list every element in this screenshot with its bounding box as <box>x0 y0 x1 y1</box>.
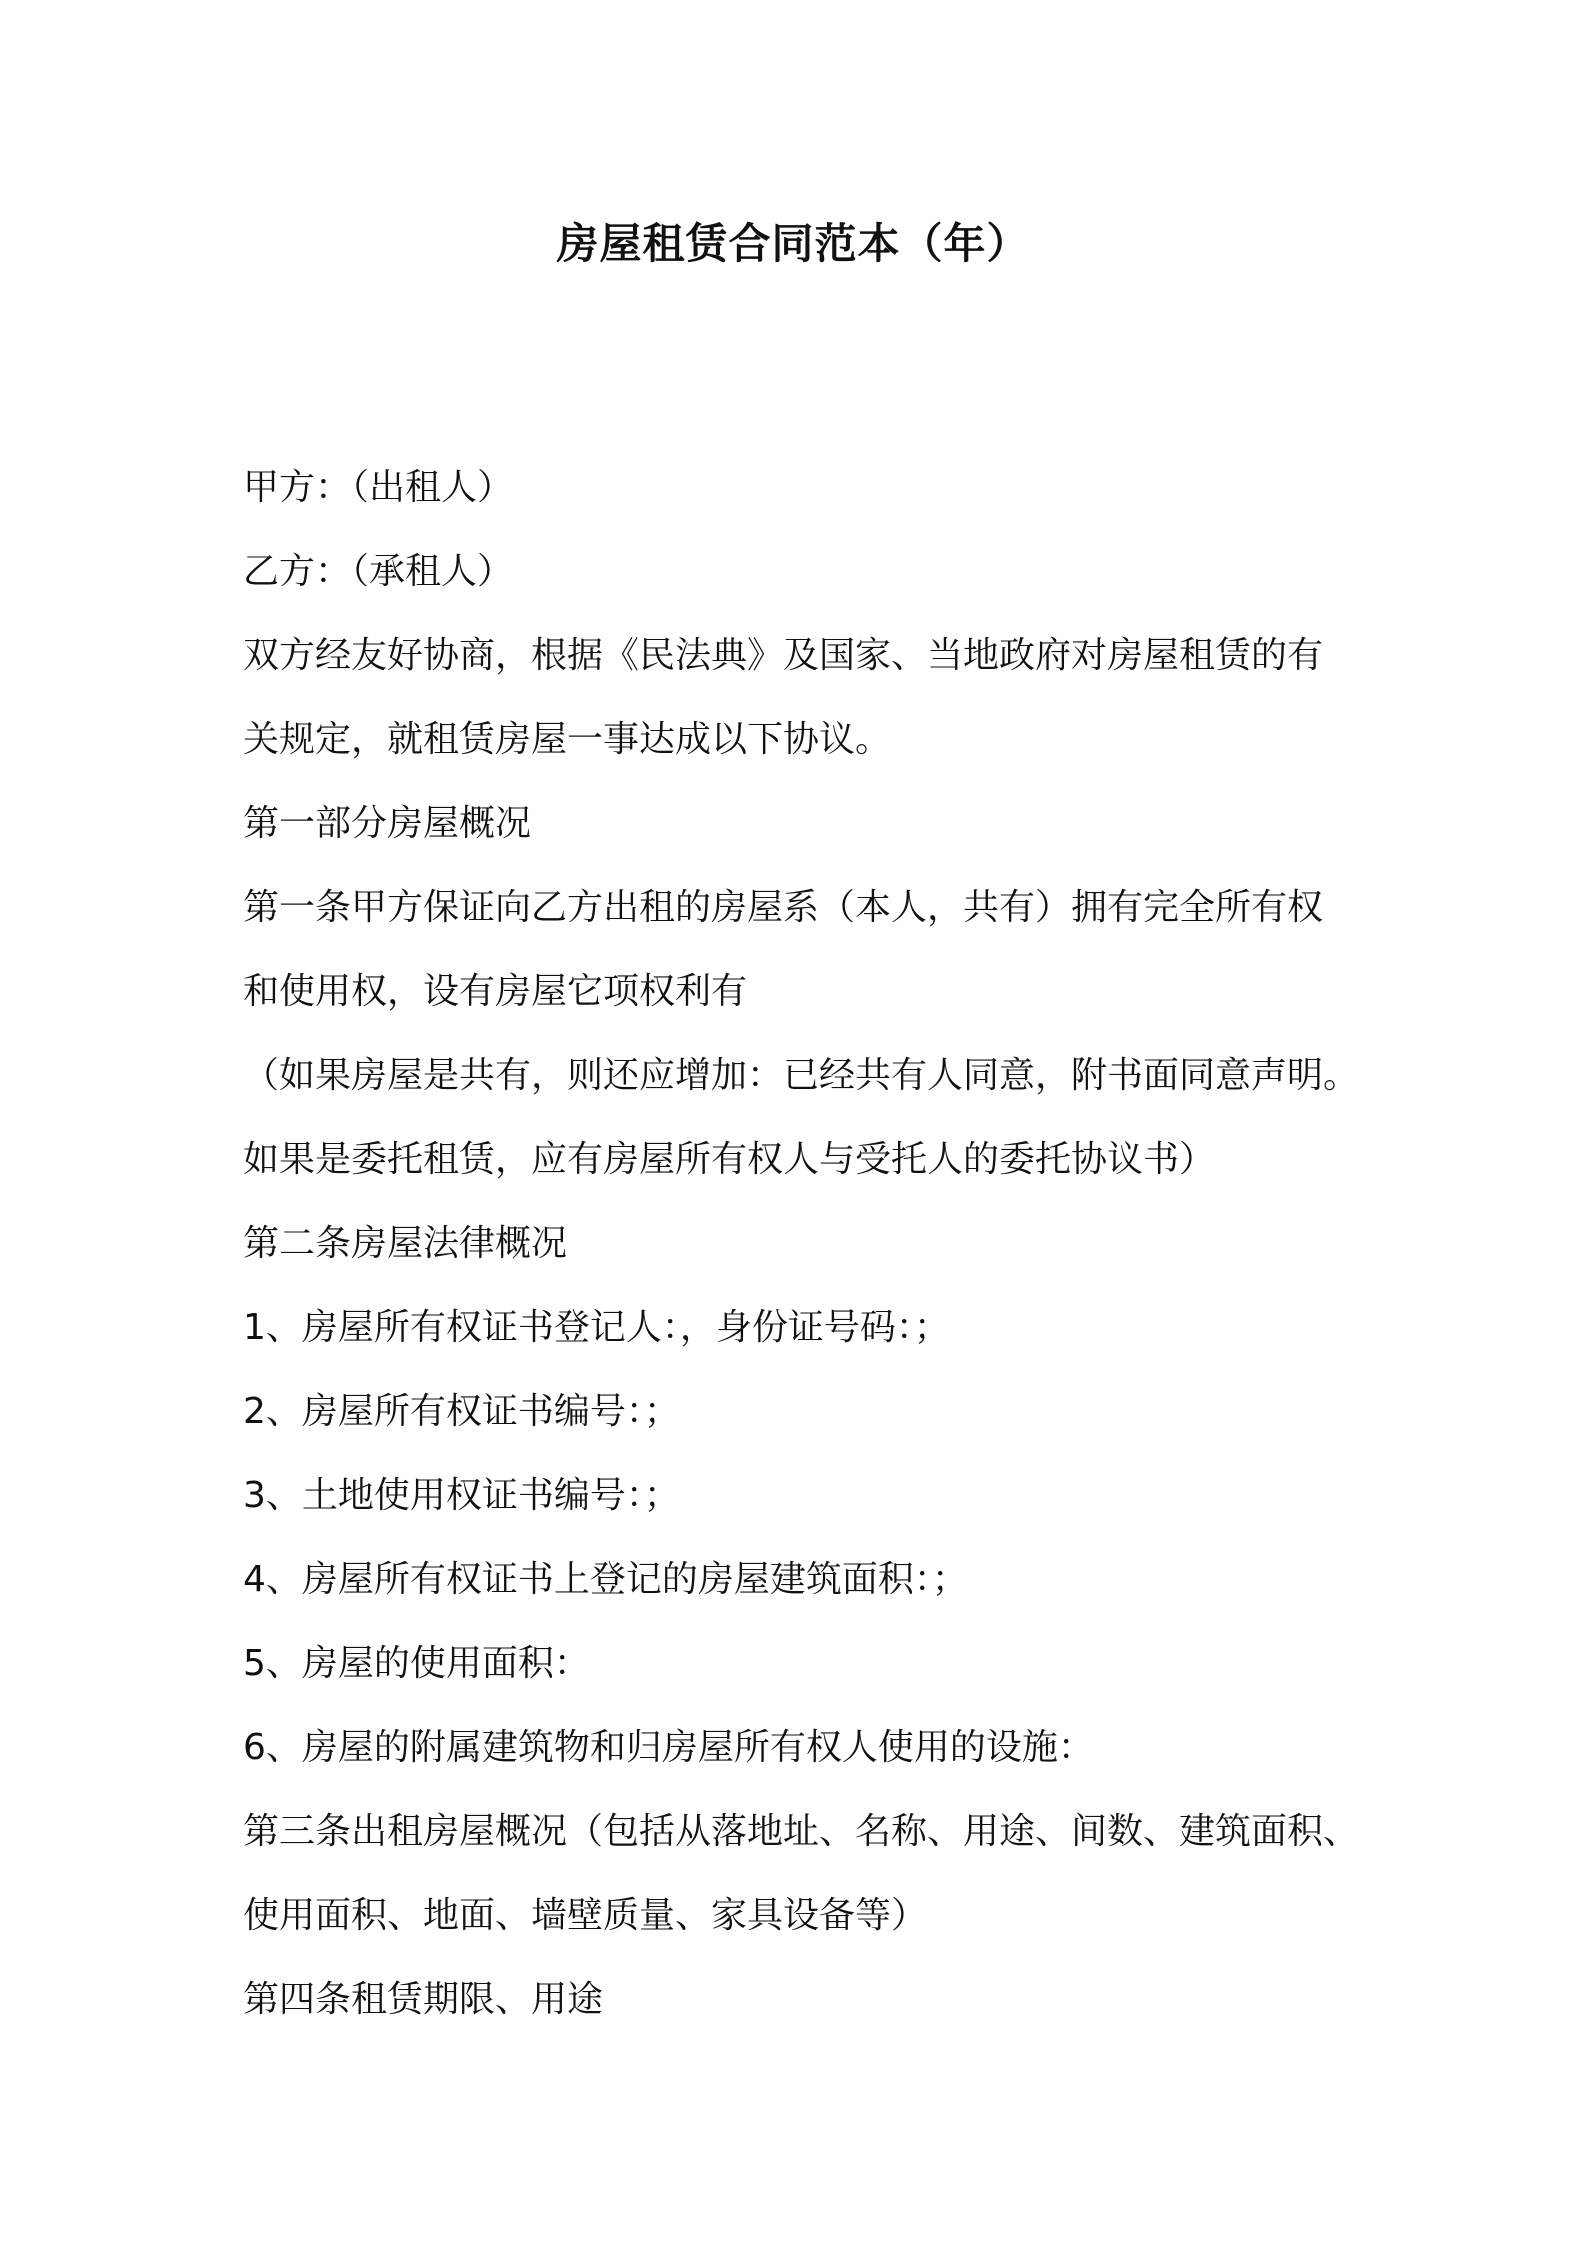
article-1-note-line-1: （如果房屋是共有，则还应增加：已经共有人同意，附书面同意声明。 <box>243 1055 1360 1096</box>
article-1-note-line-2: 如果是委托租赁，应有房屋所有权人与受托人的委托协议书） <box>243 1139 1216 1180</box>
article-1-line-2: 和使用权，设有房屋它项权利有 <box>243 971 748 1012</box>
section-1-heading: 第一部分房屋概况 <box>243 803 532 844</box>
article-2-item-2: 2、房屋所有权证书编号：； <box>243 1391 680 1432</box>
article-2-item-4: 4、房屋所有权证书上登记的房屋建筑面积：； <box>243 1559 968 1600</box>
article-2-item-1: 1、房屋所有权证书登记人：，身份证号码：； <box>243 1307 950 1348</box>
article-2-item-3: 3、土地使用权证书编号：； <box>243 1475 680 1516</box>
preamble-line-2: 关规定，就租赁房屋一事达成以下协议。 <box>243 719 892 760</box>
article-3-line-1: 第三条出租房屋概况（包括从落地址、名称、用途、间数、建筑面积、 <box>243 1811 1360 1852</box>
preamble-line-1: 双方经友好协商，根据《民法典》及国家、当地政府对房屋租赁的有 <box>243 635 1324 676</box>
article-3-line-2: 使用面积、地面、墙壁质量、家具设备等） <box>243 1895 928 1936</box>
article-2-heading: 第二条房屋法律概况 <box>243 1223 568 1264</box>
document-title: 房屋租赁合同范本（年） <box>556 219 1030 268</box>
article-4-heading: 第四条租赁期限、用途 <box>243 1979 604 2020</box>
article-2-item-6: 6、房屋的附属建筑物和归房屋所有权人使用的设施： <box>243 1727 1094 1768</box>
party-a-line: 甲方：（出租人） <box>243 467 514 508</box>
document-body <box>243 446 1363 2042</box>
article-2-item-5: 5、房屋的使用面积： <box>243 1643 590 1684</box>
article-1-line-1: 第一条甲方保证向乙方出租的房屋系（本人，共有）拥有完全所有权 <box>243 887 1324 928</box>
party-b-line: 乙方：（承租人） <box>243 551 514 592</box>
